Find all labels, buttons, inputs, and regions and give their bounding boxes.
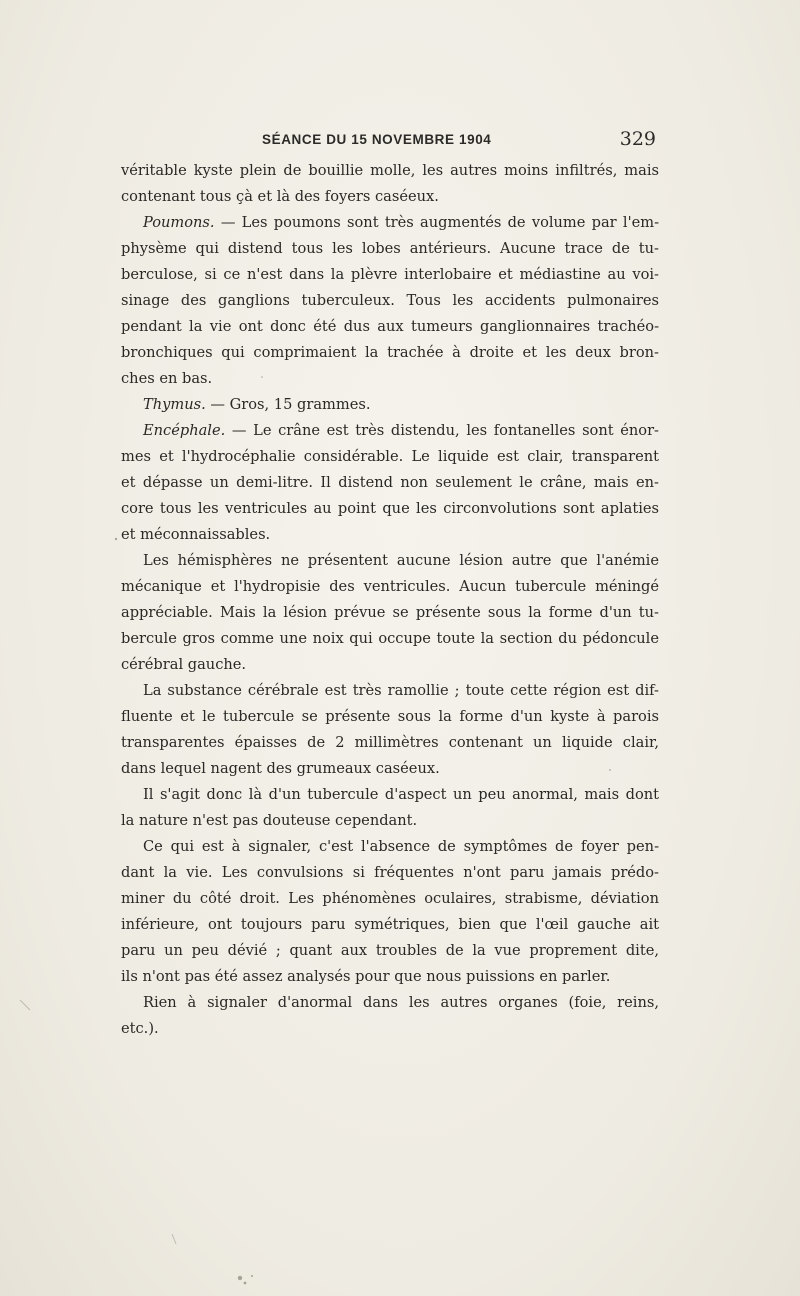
line-text: — Le crâne est très distendu, les fontanelles sont énor- [225, 422, 659, 439]
running-head: SÉANCE DU 15 NOVEMBRE 1904 [262, 132, 492, 147]
line-text: paru un peu dévié ; quant aux troubles de la vue proprement dite, [121, 942, 659, 959]
text-line [121, 808, 659, 834]
line-text: miner du côté droit. Les phénomènes oculaires, strabisme, déviation [121, 890, 659, 907]
line-text: pendant la vie ont donc été dus aux tumeurs ganglionnaires trachéo- [121, 318, 659, 335]
text-line [121, 886, 659, 912]
line-text: bronchiques qui comprimaient la trachée à droite et les deux bron- [121, 344, 659, 361]
line-text: la nature n'est pas douteuse cependant. [121, 812, 418, 829]
text-line [121, 678, 659, 704]
text-line [121, 236, 659, 262]
body-text [121, 158, 659, 1042]
page-number: 329 [619, 128, 656, 150]
text-line [121, 496, 659, 522]
line-text: ches en bas. [121, 370, 213, 387]
line-text: contenant tous çà et là des foyers caséeux. [121, 188, 439, 205]
speck [115, 538, 117, 540]
line-text: véritable kyste plein de bouillie molle, les autres moins infiltrés, mais [121, 162, 659, 179]
text-line [121, 964, 659, 990]
text-line [121, 262, 659, 288]
text-line [121, 392, 659, 418]
line-text: dant la vie. Les convulsions si fréquentes n'ont paru jamais prédo- [121, 864, 659, 881]
line-text: physème qui distend tous les lobes antérieurs. Aucune trace de tu- [121, 240, 659, 257]
text-line [121, 860, 659, 886]
line-text: core tous les ventricules au point que les circonvolutions sont aplaties [121, 500, 659, 517]
line-text: Il s'agit donc là d'un tubercule d'aspect un peu anormal, mais dont [143, 786, 659, 803]
text-line [121, 288, 659, 314]
smudge-line [20, 1000, 30, 1010]
text-line [121, 314, 659, 340]
text-line [121, 210, 659, 236]
section-heading: Encéphale. [143, 422, 226, 439]
line-text: Ce qui est à signaler, c'est l'absence de symptômes de foyer pen- [143, 838, 659, 855]
text-line [121, 522, 659, 548]
line-text: — Les poumons sont très augmentés de volume par l'em- [214, 214, 659, 231]
line-text: bercule gros comme une noix qui occupe toute la section du pédoncule [121, 630, 659, 647]
line-text: fluente et le tubercule se présente sous la forme d'un kyste à parois [121, 708, 659, 725]
page-header [120, 128, 660, 152]
smudge-line [172, 1234, 176, 1244]
text-line [121, 834, 659, 860]
speck [244, 1282, 247, 1285]
text-line [121, 990, 659, 1016]
line-text: ils n'ont pas été assez analysés pour que nous puissions en parler. [121, 968, 611, 985]
line-text: et méconnaissables. [121, 526, 271, 543]
text-line [121, 418, 659, 444]
text-line [121, 730, 659, 756]
text-line [121, 366, 659, 392]
line-text: et dépasse un demi-litre. Il distend non seulement le crâne, mais en- [121, 474, 659, 491]
text-line [121, 444, 659, 470]
text-line [121, 574, 659, 600]
text-line [121, 470, 659, 496]
text-line [121, 158, 659, 184]
line-text: mes et l'hydrocéphalie considérable. Le liquide est clair, transparent [121, 448, 659, 465]
text-line [121, 938, 659, 964]
section-heading: Poumons. [143, 214, 215, 231]
line-text: — Gros, 15 grammes. [205, 396, 371, 413]
text-line [121, 184, 659, 210]
line-text: berculose, si ce n'est dans la plèvre interlobaire et médiastine au voi- [121, 266, 659, 283]
text-line [121, 652, 659, 678]
text-line [121, 912, 659, 938]
text-line [121, 704, 659, 730]
line-text: etc.). [121, 1020, 159, 1037]
line-text: La substance cérébrale est très ramollie ; toute cette région est dif- [143, 682, 659, 699]
line-text: dans lequel nagent des grumeaux caséeux. [121, 760, 440, 777]
line-text: Rien à signaler d'anormal dans les autres organes (foie, reins, [143, 994, 659, 1011]
text-line [121, 782, 659, 808]
text-line [121, 756, 659, 782]
line-text: appréciable. Mais la lésion prévue se présente sous la forme d'un tu- [121, 604, 659, 621]
text-line [121, 626, 659, 652]
line-text: inférieure, ont toujours paru symétriques, bien que l'œil gauche ait [121, 916, 659, 933]
line-text: transparentes épaisses de 2 millimètres contenant un liquide clair, [121, 734, 659, 751]
text-line [121, 1016, 659, 1042]
text-line [121, 548, 659, 574]
text-line [121, 340, 659, 366]
line-text: Les hémisphères ne présentent aucune lésion autre que l'anémie [143, 552, 659, 569]
line-text: sinage des ganglions tuberculeux. Tous les accidents pulmonaires [121, 292, 659, 309]
speck [238, 1276, 242, 1280]
text-line [121, 600, 659, 626]
line-text: cérébral gauche. [121, 656, 247, 673]
line-text: mécanique et l'hydropisie des ventricules. Aucun tubercule méningé [121, 578, 659, 595]
speck [251, 1275, 253, 1277]
section-heading: Thymus. [143, 396, 206, 413]
